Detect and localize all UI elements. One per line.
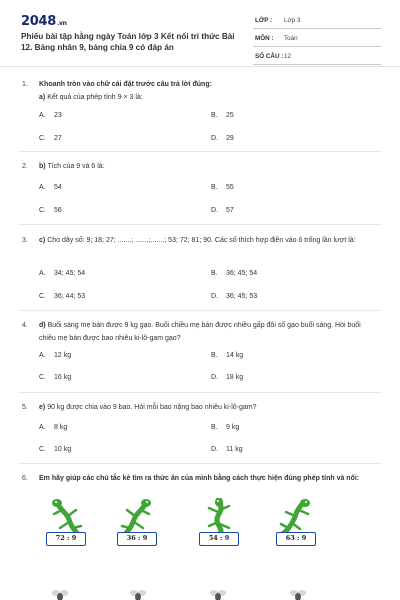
question-body: Cho dãy số: 9; 18; 27; .......; .......;.......; 53; 72; 81; 90. Các số thích hợp điền vào ô trống lần lượt là: [47,237,356,244]
option-value: 36; 44; 53 [54,293,86,300]
option-letter: B. [211,184,218,191]
meta-class [253,14,381,29]
question-sub-label: e) [39,404,46,411]
calculation-box[interactable]: 63 : 9 [276,532,316,546]
option-letter: D. [211,374,218,381]
option-letter: C. [39,446,46,453]
question-body: Buổi sáng mẹ bán được 9 kg gạo. Buổi chiều mẹ bán được nhiều gấp đôi số gạo buổi sáng. Hỏi buổi chiều mẹ bán được bao nhiêu ki-lô-gam gạo? [39,322,361,342]
option-value: 16 kg [54,374,72,381]
fly-icon[interactable] [210,588,226,600]
option-a[interactable] [39,424,67,431]
question-sub-label: c) [39,237,46,244]
question-heading: Em hãy giúp các chú tắc kè tìm ra thức ăn của mình bằng cách thực hiện đúng phép tính và nối: [39,475,360,482]
meta-subject [253,32,381,47]
gecko-card[interactable] [199,498,239,564]
option-value: 11 kg [226,446,243,453]
option-letter: D. [211,135,218,142]
gecko-card[interactable] [117,498,157,564]
option-letter: A. [39,352,46,359]
option-letter: D. [211,446,218,453]
fly-icon[interactable] [130,588,146,600]
option-value: 8 kg [54,424,68,431]
option-letter: C. [39,207,46,214]
fly-icon[interactable] [290,588,306,600]
option-letter: B. [211,112,218,119]
option-a[interactable] [39,270,85,277]
option-value: 57 [226,207,234,214]
gecko-card[interactable] [276,498,316,564]
worksheet-header [0,0,400,68]
option-c[interactable] [39,293,85,300]
question-number: 1. [22,81,28,88]
fly-icon[interactable] [52,588,68,600]
question-body: Kết quả của phép tính 9 × 3 là: [47,94,143,101]
option-b[interactable] [211,424,239,431]
option-a[interactable] [39,112,62,119]
option-letter: C. [39,374,46,381]
option-value: 12 kg [54,352,72,359]
question-text [39,234,379,247]
meta-panel [253,14,381,68]
option-letter: B. [211,424,218,431]
question-heading: Khoanh tròn vào chữ cái đặt trước câu trả lời đúng: [39,81,212,88]
question-body: 90 kg được chia vào 9 bao. Hỏi mỗi bao nặng bao nhiêu ki-lô-gam? [47,404,257,411]
option-d[interactable] [211,446,243,453]
option-a[interactable] [39,184,62,191]
logo-domain: .vn [56,20,67,27]
site-logo[interactable] [21,14,67,29]
option-value: 54 [54,184,62,191]
question-text [39,91,379,104]
question-sub-label: b) [39,163,46,170]
meta-subject-value: Toán [284,35,298,42]
option-c[interactable] [39,374,71,381]
question-body: Tích của 9 và 6 là: [47,163,105,170]
calculation-box[interactable]: 72 : 9 [46,532,86,546]
option-c[interactable] [39,207,62,214]
meta-class-value: Lớp 3 [284,17,301,24]
option-value: 23 [54,112,62,119]
question-divider [18,224,382,225]
option-value: 10 kg [54,446,72,453]
option-value: 9 kg [226,424,240,431]
meta-count-label: SỐ CÂU : [255,53,284,60]
option-c[interactable] [39,446,71,453]
option-a[interactable] [39,352,71,359]
option-c[interactable] [39,135,62,142]
option-value: 56 [54,207,62,214]
option-d[interactable] [211,293,257,300]
question-sub-label: d) [39,322,46,329]
option-letter: D. [211,207,218,214]
question-number: 6. [22,475,28,482]
option-value: 18 kg [226,374,244,381]
option-letter: B. [211,352,218,359]
meta-class-label: LỚP : [255,17,273,24]
question-text [39,319,379,345]
question-text [39,160,379,173]
option-letter: C. [39,135,46,142]
question-number: 3. [22,237,28,244]
option-letter: A. [39,112,46,119]
option-letter: B. [211,270,218,277]
option-d[interactable] [211,135,234,142]
option-value: 29 [226,135,234,142]
option-letter: A. [39,424,46,431]
option-letter: D. [211,293,218,300]
option-value: 36; 45; 54 [226,270,258,277]
option-letter: A. [39,270,46,277]
option-value: 34; 45; 54 [54,270,86,277]
option-value: 55 [226,184,234,191]
logo-text: 2048 [21,14,56,29]
header-divider [0,66,400,67]
calculation-box[interactable]: 36 : 9 [117,532,157,546]
page-title: Phiếu bài tập hằng ngày Toán lớp 3 Kết nối tri thức Bài 12. Bảng nhân 9, bảng chia 9 có đáp án [21,32,235,52]
gecko-card[interactable] [46,498,86,564]
question-divider [18,463,382,464]
meta-subject-label: MÔN : [255,35,274,42]
option-b[interactable] [211,184,234,191]
option-value: 36; 45; 53 [226,293,258,300]
question-number: 2. [22,163,28,170]
meta-count [253,50,381,65]
question-text [39,401,379,414]
question-divider [18,392,382,393]
option-value: 27 [54,135,62,142]
question-number: 5. [22,404,28,411]
meta-count-value: 12 [284,53,292,60]
question-divider [18,310,382,311]
option-b[interactable] [211,270,257,277]
question-number: 4. [22,322,28,329]
option-d[interactable] [211,374,243,381]
option-b[interactable] [211,352,243,359]
option-letter: C. [39,293,46,300]
option-value: 25 [226,112,234,119]
option-d[interactable] [211,207,234,214]
option-value: 14 kg [226,352,244,359]
question-sub-label: a) [39,94,46,101]
question-divider [18,151,382,152]
option-letter: A. [39,184,46,191]
calculation-box[interactable]: 54 : 9 [199,532,239,546]
option-b[interactable] [211,112,234,119]
